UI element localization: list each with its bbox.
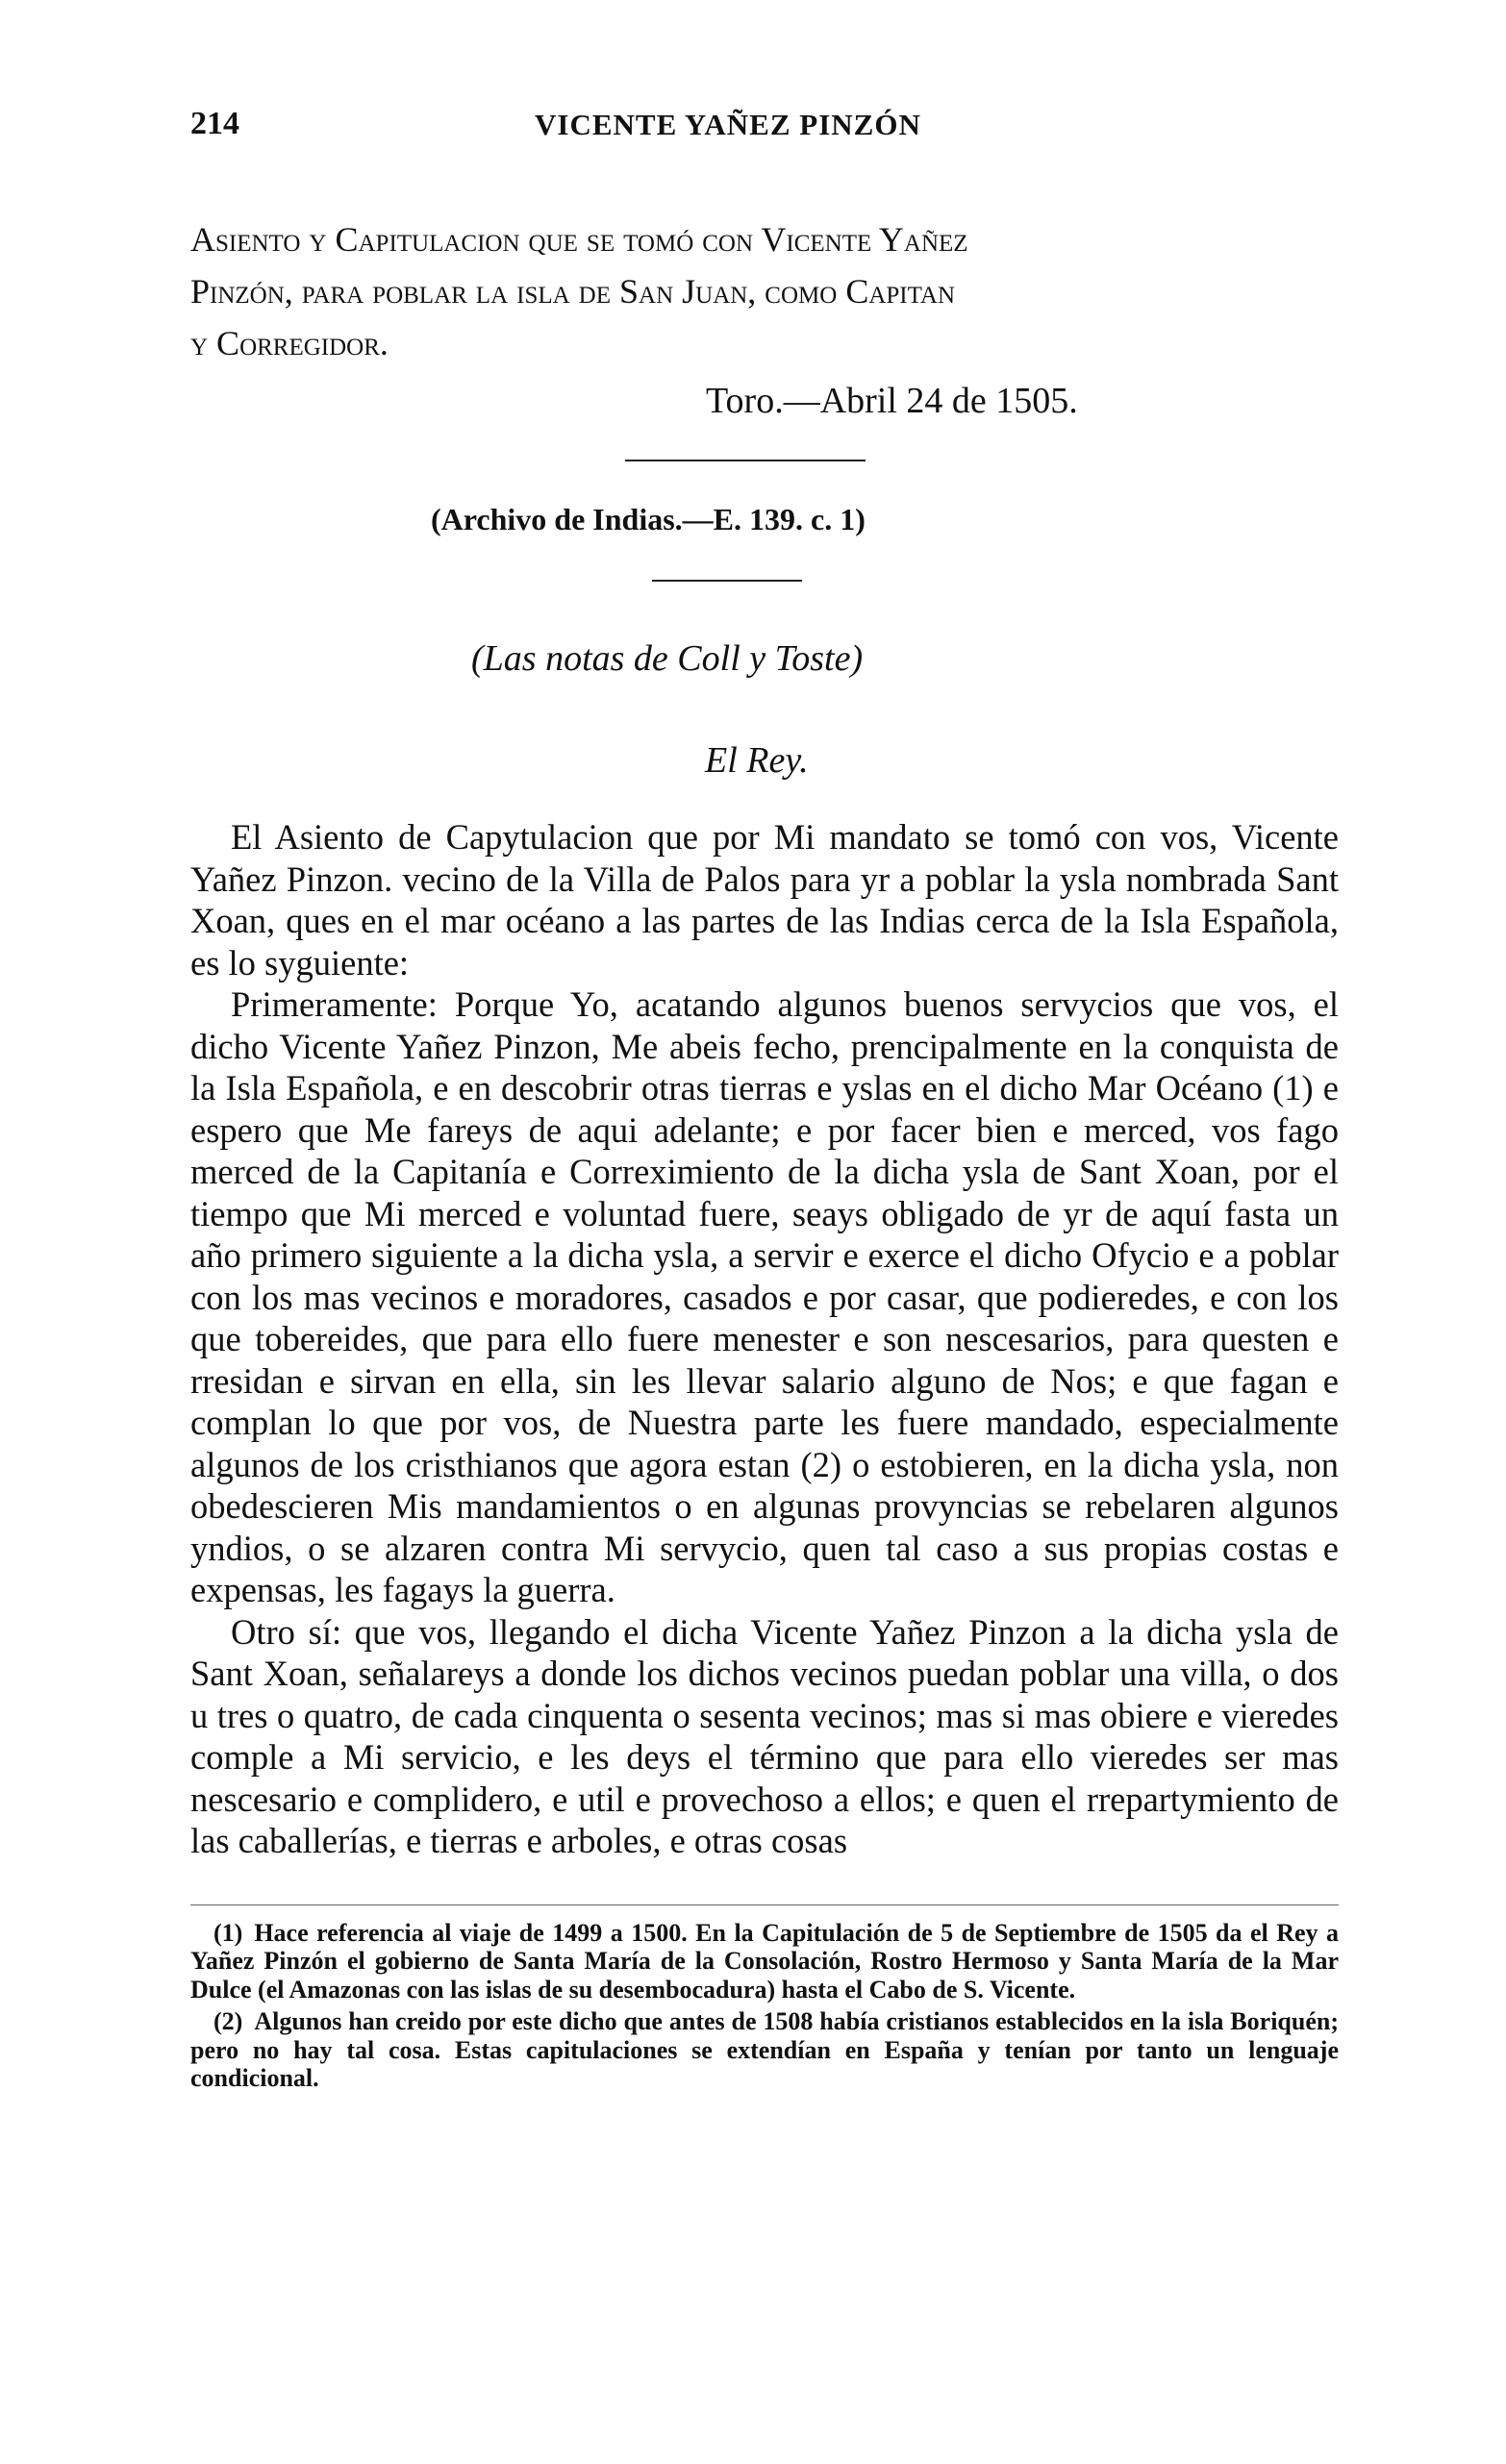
heading-line-2: Pinzón, para poblar la isla de San Juan, como Capitan [190, 272, 955, 311]
divider-rule [625, 460, 866, 461]
running-head [190, 106, 1339, 163]
footnote-number: (2) [213, 2007, 243, 2035]
book-page [190, 106, 1339, 2097]
place-date: Toro.—Abril 24 de 1505. [706, 381, 1078, 421]
footnote [190, 1919, 1339, 2004]
footnote-text: Hace referencia al viaje de 1499 a 1500. En la Capitulación de 5 de Septiembre de 1505 da el Rey a Yañez Pinzón el gobierno de Santa María de la Consolación, Rostro Hermoso y Santa María de la Mar Dulce (el Amazonas con las islas de su desembocadura) hasta el Cabo de S. Vicente. [190, 1918, 1339, 2004]
footnote-number: (1) [213, 1918, 243, 1947]
notes-credit: (Las notas de Coll y Toste) [471, 638, 864, 679]
divider-rule [652, 580, 802, 582]
document-body [190, 816, 1339, 1862]
body-paragraph: Otro sí: que vos, llegando el dicha Vicente Yañez Pinzon a la dicha ysla de Sant Xoan, señalareys a donde los dichos vecinos puedan poblar una villa, o dos u tres o quatro, de cada cinquenta o sesenta vecinos; mas si mas obiere e vieredes comple a Mi servicio, e les deys el término que para ello vieredes ser mas nescesario e complidero, e util e provechoso a ellos; e quen el rrepartymiento de las caballerías, e tierras e arboles, e otras cosas [190, 1611, 1339, 1860]
heading-line-3: y Corregidor. [190, 324, 389, 362]
footnotes [190, 1919, 1339, 2093]
document-heading [190, 213, 1339, 369]
footnote-separator [190, 1904, 1339, 1905]
heading-line-1: Asiento y Capitulacion que se tomó con Vicente Yañez [190, 220, 968, 259]
body-paragraph: El Asiento de Capytulacion que por Mi mandato se tomó con vos, Vicente Yañez Pinzon. vecino de la Villa de Palos para yr a poblar la ysla nombrada Sant Xoan, ques en el mar océano a las partes de las Indias cerca de la Isla Española, es lo syguiente: [190, 817, 1339, 983]
running-title: VICENTE YAÑEZ PINZÓN [535, 108, 921, 141]
king-heading: El Rey. [705, 740, 809, 781]
archive-reference: (Archivo de Indias.—E. 139. c. 1) [431, 502, 866, 536]
body-paragraph: Primeramente: Porque Yo, acatando algunos buenos servycios que vos, el dicho Vicente Yañez Pinzon, Me abeis fecho, prencipalmente en la conquista de la Isla Española, e en descobrir otras tierras e yslas en el dicho Mar Océano (1) e espero que Me fareys de aqui adelante; e por facer bien e merced, vos fago merced de la Capitanía e Correximiento de la dicha ysla de Sant Xoan, por el tiempo que Mi merced e voluntad fuere, seays obligado de yr de aquí fasta un año primero siguiente a la dicha ysla, a servir e exerce el dicho Ofycio e a poblar con los mas vecinos e moradores, casados e por casar, que podieredes, e con los que tobereides, que para ello fuere menester e son nescesarios, para questen e rresidan e sirvan en ella, sin les llevar salario alguno de Nos; e que fagan e complan lo que por vos, de Nuestra parte les fuere mandado, especialmente algunos de los cristhianos que agora estan (2) o estobieren, en la dicha ysla, non obedescieren Mis mandamientos o en algunas provyncias se rebelaren algunos yndios, o se alzaren contra Mi servycio, quen tal caso a sus propias costas e expensas, les fagays la guerra. [190, 984, 1339, 1609]
footnote [190, 2007, 1339, 2093]
footnote-text: Algunos han creido por este dicho que antes de 1508 había cristianos establecidos en la isla Boriquén; pero no hay tal cosa. Estas capitulaciones se extendían en España y tenían por tanto un lenguaje condicional. [190, 2007, 1339, 2092]
page-number: 214 [190, 106, 239, 141]
